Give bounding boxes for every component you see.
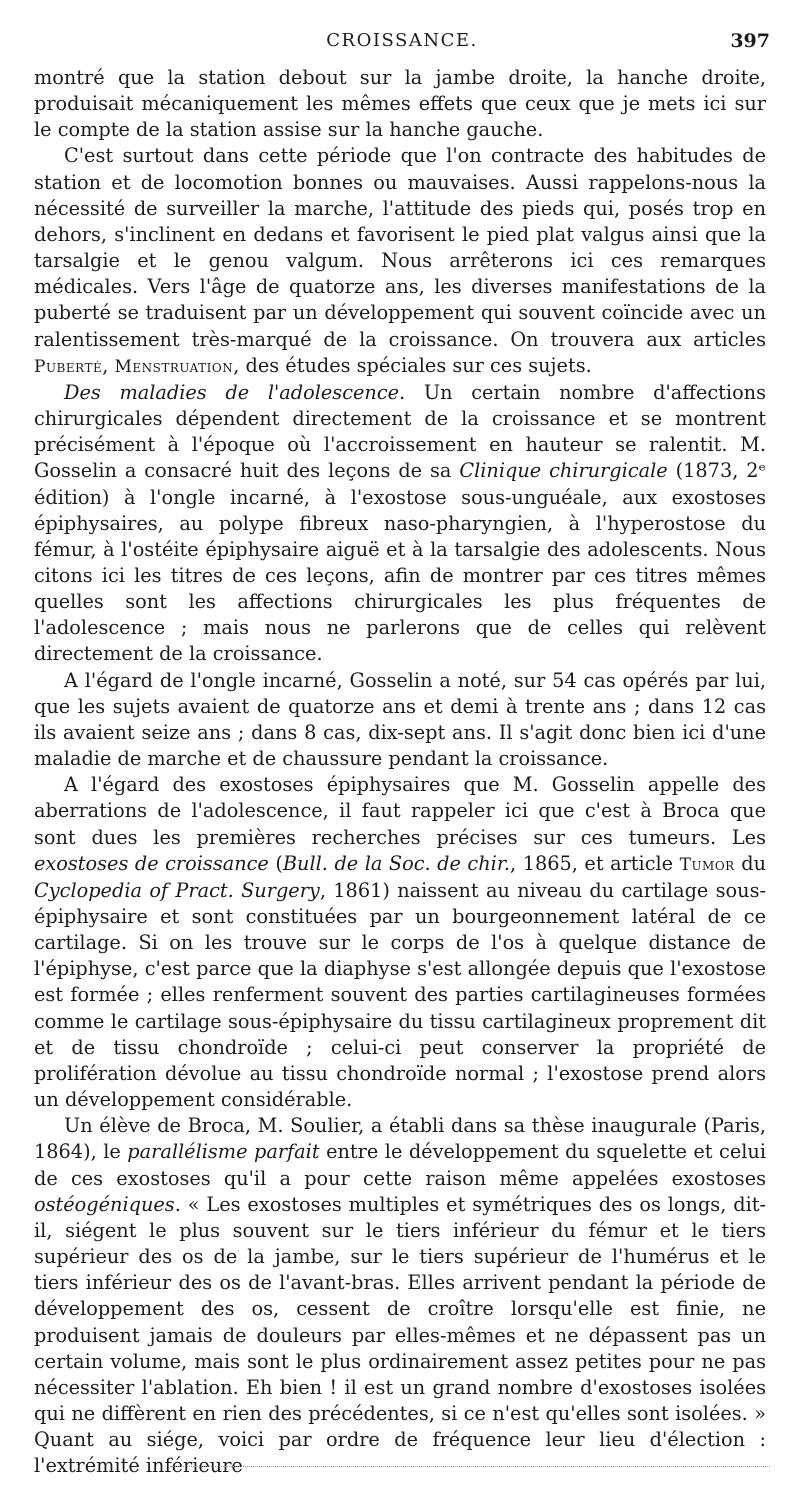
italic-phrase: Cyclopedia of Pract. Surgery xyxy=(34,878,320,902)
text-run: (1873, 2ᵉ édition) à l'ongle incarné, à l'exostose sous-unguéale, aux exostoses épiphysaires, au polype fibreux naso-pharyngien, à l'hyperostose du fémur, à l'ostéite épiphysaire aiguë et à la tarsalgie des adolescents. Nous citons ici les titres de ces leçons, afin de montrer par ces titres mêmes quelles sont les affections chirurgicales les plus fréquentes de l'adolescence ; mais nous ne parlerons que de celles qui relèvent directement de la croissance. xyxy=(34,459,766,666)
italic-phrase: Clinique chirurgicale xyxy=(459,459,668,483)
italic-phrase: ostéogéniques xyxy=(34,1192,175,1216)
text-run: , xyxy=(102,353,115,377)
body-text xyxy=(34,65,766,1479)
running-title: CROISSANCE. xyxy=(326,30,478,51)
page-header xyxy=(34,30,770,62)
text-run: entre le développement du squelette et celui de ces exostoses qu'il a pour cette raison même appelées exostoses xyxy=(34,1140,767,1190)
paragraph xyxy=(34,1113,766,1479)
text-run: du xyxy=(734,851,767,875)
paragraph xyxy=(34,65,766,143)
page-number: 397 xyxy=(730,30,770,52)
text-run: Un certain nombre d'affections chirurgicales dépendent directement de la croissance et se montrent précisément à l'époque où l'accroissement en hauteur se ralentit. M. Gosselin a consacré huit des leçons de sa xyxy=(34,380,766,483)
text-run: A l'égard des exostoses épiphysaires que M. Gosselin appelle des aberrations de l'adolescence, il faut rappeler ici que c'est à Broca que sont dues les premières recherches précises sur ces tumeurs. Les xyxy=(34,773,766,849)
text-run: Un élève de Broca, M. Soulier, a établi dans sa thèse inaugurale (Paris, 1864), le xyxy=(34,1114,766,1164)
italic-phrase: exostoses de croissance xyxy=(34,851,269,875)
paragraph xyxy=(34,380,766,668)
text-run: C'est surtout dans cette période que l'on contracte des habitudes de station et de locomotion bonnes ou mauvaises. Aussi rappelons-nous la nécessité de surveiller la marche, l'attitude des pieds qui, posés trop en dehors, s'inclinent en dedans et favorisent le pied plat valgus ainsi que la tarsalgie et le genou valgum. Nous arrêterons ici ces remarques médicales. Vers l'âge de quatorze ans, les diverses manifestations de la puberté se traduisent par un développement qui souvent coïncide avec un ralentissement très-marqué de la croissance. On trouvera aux articles xyxy=(34,144,766,351)
small-caps-term: Menstruation xyxy=(114,356,234,377)
small-caps-term: Puberté xyxy=(34,356,103,377)
paragraph xyxy=(34,668,766,773)
italic-phrase: parallélisme parfait xyxy=(127,1140,320,1164)
text-run: , 1865, et article xyxy=(510,851,680,875)
text-run: . « Les exostoses multiples et symétriques des os longs, dit-il, siégent le plus souvent sur le tiers inférieur du fémur et le tiers supérieur des os de la jambe, sur le tiers supérieur de l'humérus et le tiers inférieur des os de l'avant-bras. Elles arrivent pendant la période de développement des os, cessent de croître lorsqu'elle est finie, ne produisent jamais de douleurs par elles-mêmes et ne dépassent pas un certain volume, mais sont le plus ordinairement assez petites pour ne pas nécessiter l'ablation. Eh bien ! il est un grand nombre d'exostoses isolées qui ne diffèrent en rien des précédentes, si ce n'est qu'elles sont isolées. » Quant au siége, voici par ordre de fréquence leur lieu d'élection : l'extrémité inférieure xyxy=(34,1192,766,1478)
italic-phrase: Bull. de la Soc. de chir. xyxy=(282,851,511,875)
small-caps-term: Tumor xyxy=(679,854,735,875)
text-run: montré que la station debout sur la jambe droite, la hanche droite, produisait mécaniquement les mêmes effets que ceux que je mets ici sur le compte de la station assise sur la hanche gauche. xyxy=(34,66,766,142)
bottom-bleed-through xyxy=(170,1466,770,1469)
paragraph xyxy=(34,143,766,379)
italic-phrase: Des maladies de l'adolescence. xyxy=(64,380,406,404)
text-run: , 1861) naissent au niveau du cartilage sous-épiphysaire et sont constituées par un bourgeonnement latéral de ce cartilage. Si on les trouve sur le corps de l'os à quelque distance de l'épiphyse, c'est parce que la diaphyse s'est allongée depuis que l'exostose est formée ; elles renferment souvent des parties cartilagineuses formées comme le cartilage sous-épiphysaire du tissu cartilagineux proprement dit et de tissu chondroïde ; celui-ci peut conserver la propriété de prolifération dévolue au tissu chondroïde normal ; l'exostose prend alors un développement considérable. xyxy=(34,878,766,1112)
text-run: A l'égard de l'ongle incarné, Gosselin a noté, sur 54 cas opérés par lui, que les sujets avaient de quatorze ans et demi à trente ans ; dans 12 cas ils avaient seize ans ; dans 8 cas, dix-sept ans. Il s'agit donc bien ici d'une maladie de marche et de chaussure pendant la croissance. xyxy=(34,668,766,771)
paragraph xyxy=(34,772,766,1113)
text-run: ( xyxy=(268,851,283,875)
text-run: , des études spéciales sur ces sujets. xyxy=(233,353,592,377)
